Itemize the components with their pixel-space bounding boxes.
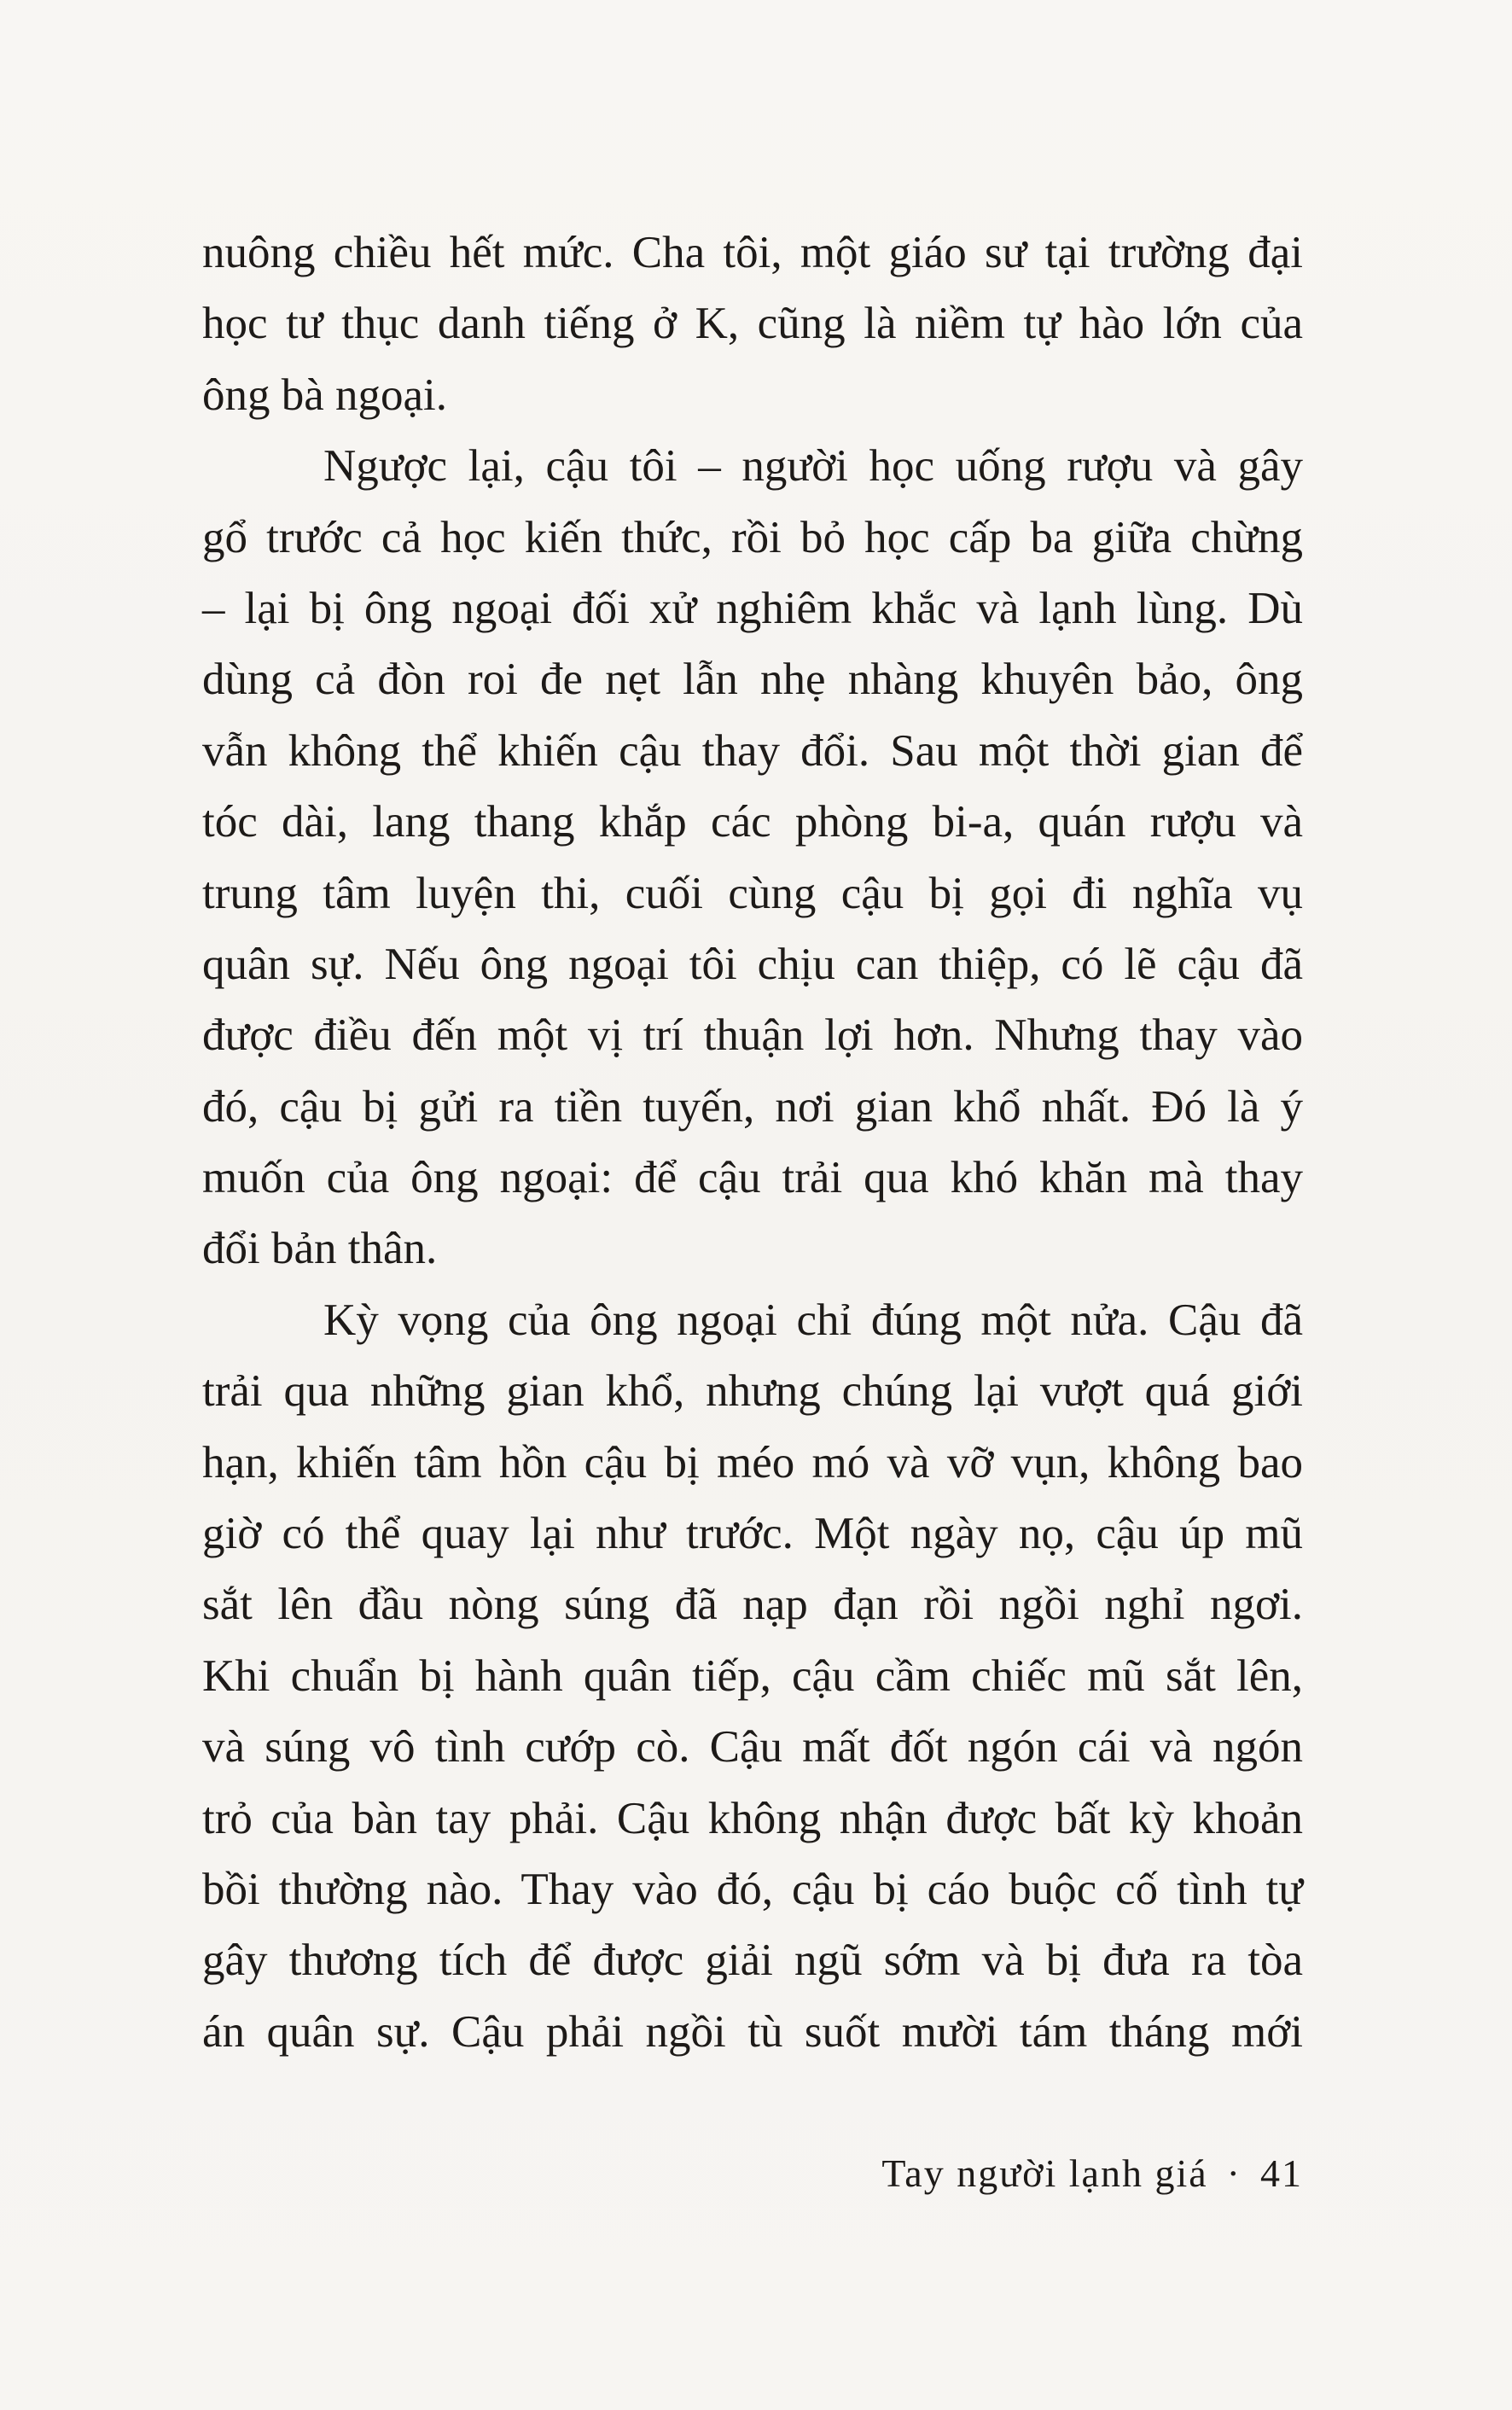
text-line: Ngược lại, cậu tôi – người học uống rượu và gây	[323, 441, 1303, 492]
book-title: Tay người lạnh giá	[881, 2151, 1208, 2195]
text-line: dùng cả đòn roi đe nẹt lẫn nhẹ nhàng khuyên bảo, ông	[202, 655, 1303, 705]
text-line: quân sự. Nếu ông ngoại tôi chịu can thiệp, có lẽ cậu đã	[202, 939, 1303, 989]
text-line: nuông chiều hết mức. Cha tôi, một giáo sư tại trường đại	[202, 228, 1303, 277]
text-line: học tư thục danh tiếng ở K, cũng là niềm tự hào lớn của	[202, 299, 1303, 349]
text-line: gổ trước cả học kiến thức, rồi bỏ học cấp ba giữa chừng	[202, 512, 1303, 562]
text-line: – lại bị ông ngoại đối xử nghiêm khắc và lạnh lùng. Dù	[202, 583, 1303, 633]
paragraph-1	[202, 218, 1303, 431]
text-line: án quân sự. Cậu phải ngồi tù suốt mười tám tháng mới	[202, 2006, 1303, 2057]
text-line: bồi thường nào. Thay vào đó, cậu bị cáo buộc cố tình tự	[202, 1864, 1303, 1914]
body-text	[202, 218, 1303, 2068]
running-footer	[794, 2151, 1303, 2196]
text-line: trải qua những gian khổ, nhưng chúng lại vượt quá giới	[202, 1366, 1303, 1417]
text-line: đổi bản thân.	[202, 1224, 438, 1274]
text-line: gây thương tích để được giải ngũ sớm và bị đưa ra tòa	[202, 1936, 1303, 1986]
text-line: muốn của ông ngoại: để cậu trải qua khó khăn mà thay	[202, 1153, 1303, 1203]
text-line: đó, cậu bị gửi ra tiền tuyến, nơi gian khổ nhất. Đó là ý	[202, 1081, 1303, 1132]
text-line: tóc dài, lang thang khắp các phòng bi-a, quán rượu và	[202, 797, 1303, 847]
text-line: Kỳ vọng của ông ngoại chỉ đúng một nửa. Cậu đã	[323, 1295, 1303, 1345]
paragraph-2	[202, 431, 1303, 1285]
text-line: vẫn không thể khiến cậu thay đổi. Sau một thời gian để	[202, 725, 1303, 776]
text-line: giờ có thể quay lại như trước. Một ngày nọ, cậu úp mũ	[202, 1509, 1303, 1559]
text-line: và súng vô tình cướp cò. Cậu mất đốt ngón cái và ngón	[202, 1722, 1303, 1773]
text-line: ông bà ngoại.	[202, 370, 448, 420]
text-line: sắt lên đầu nòng súng đã nạp đạn rồi ngồi nghỉ ngơi.	[202, 1580, 1303, 1630]
text-line: trung tâm luyện thi, cuối cùng cậu bị gọi đi nghĩa vụ	[202, 868, 1303, 918]
footer-separator: ·	[1226, 2151, 1242, 2195]
text-line: Khi chuẩn bị hành quân tiếp, cậu cầm chiếc mũ sắt lên,	[202, 1650, 1303, 1701]
text-line: được điều đến một vị trí thuận lợi hơn. Nhưng thay vào	[202, 1010, 1303, 1061]
text-line: hạn, khiến tâm hồn cậu bị méo mó và vỡ vụn, không bao	[202, 1437, 1303, 1487]
text-line: trỏ của bàn tay phải. Cậu không nhận được bất kỳ khoản	[202, 1793, 1303, 1843]
paragraph-3	[202, 1285, 1303, 2068]
page-number: 41	[1260, 2151, 1303, 2195]
